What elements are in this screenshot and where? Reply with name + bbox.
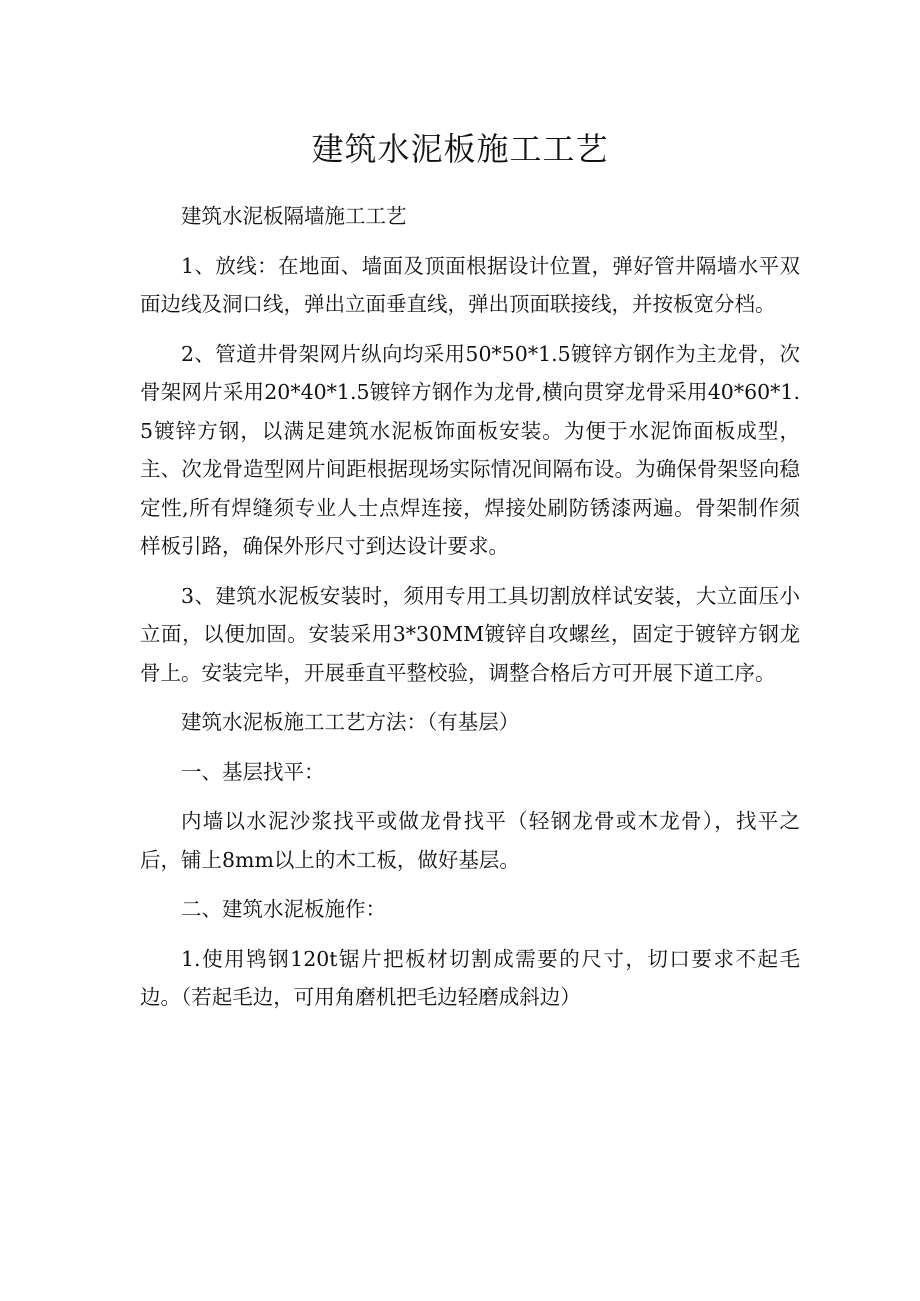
paragraph-step-2-frame: 2、管道井骨架网片纵向均采用50*50*1.5镀锌方钢作为主龙骨，次骨架网片采用20*40*1.5镀锌方钢作为龙骨,横向贯穿龙骨采用40*60*1.5镀锌方钢，以满足建筑水泥板饰面板安装。为便于水泥饰面板成型，主、次龙骨造型网片间距根据现场实际情况间隔布设。为确保骨架竖向稳定性,所有焊缝须专业人士点焊连接，焊接处刷防锈漆两遍。骨架制作须样板引路，确保外形尺寸到达设计要求。 xyxy=(140,341,800,558)
paragraph-cutting: 1.使用鸨钢120t锯片把板材切割成需要的尺寸，切口要求不起毛边。（若起毛边，可用角磨机把毛边轻磨成斜边） xyxy=(140,946,800,1009)
section-heading-partition-wall: 建筑水泥板隔墙施工工艺 xyxy=(181,204,407,228)
subheading-board-construction: 二、建筑水泥板施作： xyxy=(181,897,386,921)
paragraph-step-1-layout: 1、放线：在地面、墙面及顶面根据设计位置，弹好管井隔墙水平双面边线及洞口线，弹出立面垂直线，弹出顶面联接线，并按板宽分档。 xyxy=(140,253,800,316)
paragraph-step-3-installation: 3、建筑水泥板安装时，须用专用工具切割放样试安装，大立面压小立面，以便加固。安装采用3*30MM镀锌自攻螺丝，固定于镀锌方钢龙骨上。安装完毕，开展垂直平整校验，调整合格后方可开展下道工序。 xyxy=(140,583,800,685)
subheading-base-leveling: 一、基层找平： xyxy=(181,759,325,784)
paragraph-base-leveling: 内墙以水泥沙浆找平或做龙骨找平（轻钢龙骨或木龙骨），找平之后，铺上8mm以上的木工板，做好基层。 xyxy=(140,809,800,872)
document-body xyxy=(140,197,800,1028)
document-title: 建筑水泥板施工工艺 xyxy=(311,130,609,168)
section-heading-method: 建筑水泥板施工工艺方法：（有基层） xyxy=(181,710,520,734)
